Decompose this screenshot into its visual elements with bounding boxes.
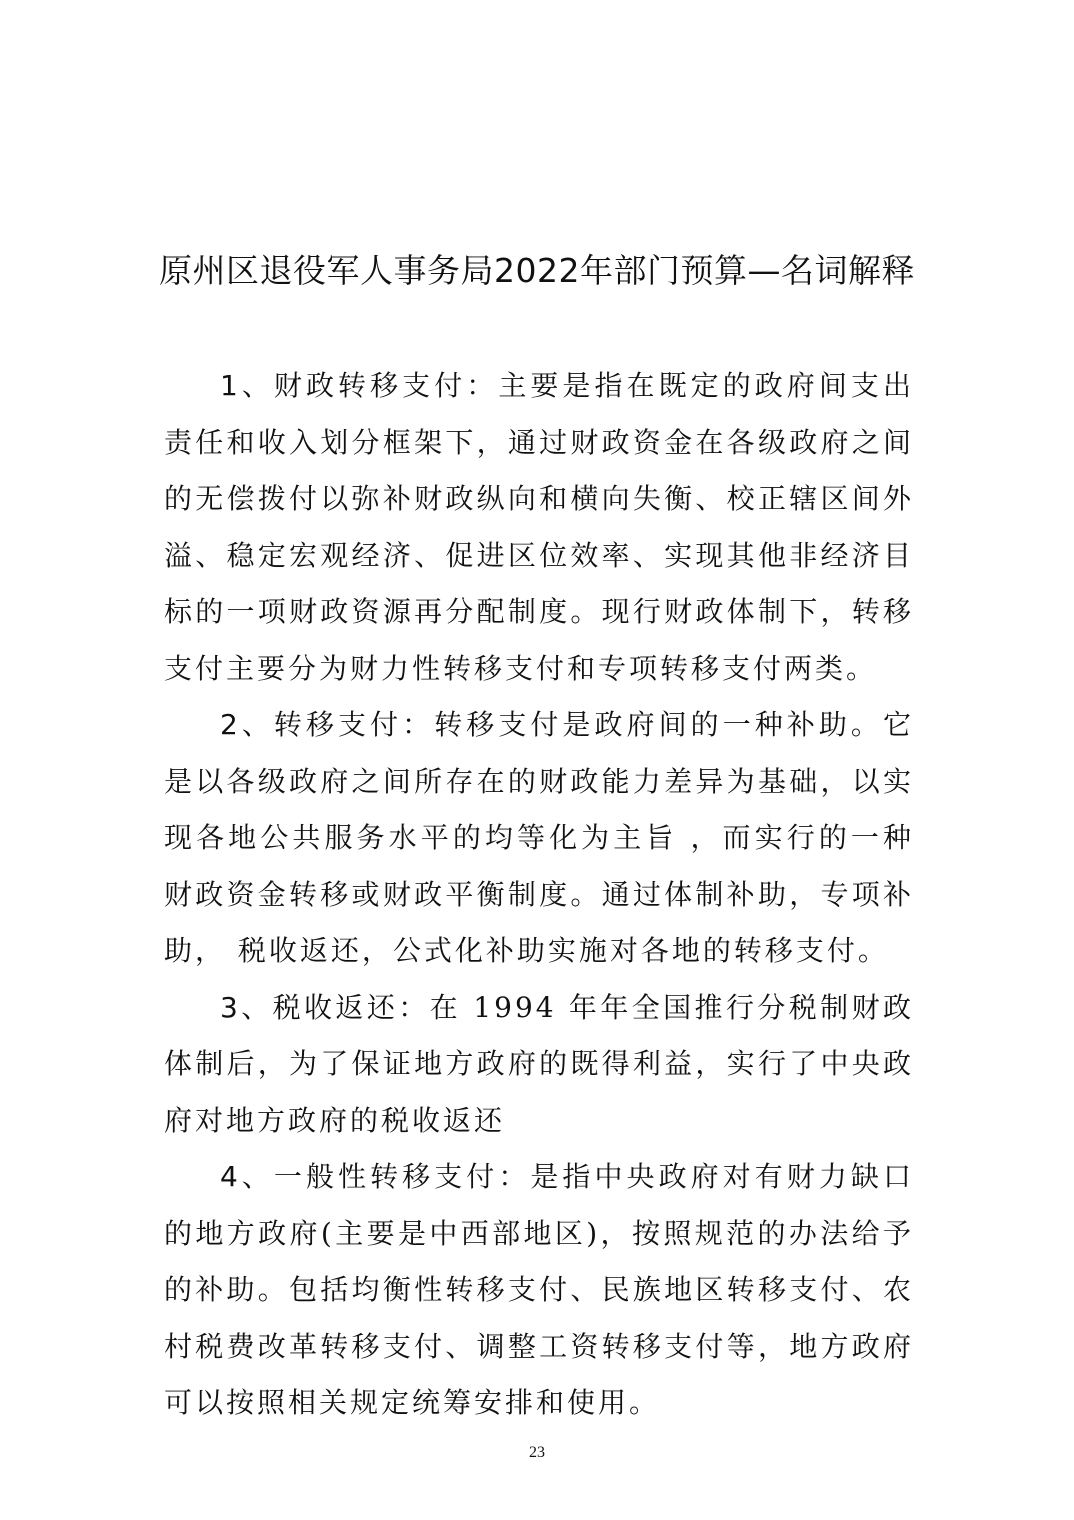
- entry-definition: 转移支付是政府间的一种补助。它是以各级政府之间所存在的财政能力差异为基础，以实现各地公共服务水平的均等化为主旨 ，而实行的一种财政资金转移或财政平衡制度。通过体制补助，专项补助， 税收返还，公式化补助实施对各地的转移支付。: [164, 708, 914, 967]
- page-number: 23: [529, 1444, 545, 1461]
- entry-colon: ：: [498, 1160, 531, 1193]
- entry-definition: 主要是指在既定的政府间支出责任和收入划分框架下，通过财政资金在各级政府之间的无偿拨付以弥补财政纵向和横向失衡、校正辖区间外溢、稳定宏观经济、促进区位效率、实现其他非经济目标的一项财政资源再分配制度。现行财政体制下，转移支付主要分为财力性转移支付和专项转移支付两类。: [164, 369, 914, 685]
- glossary-entry-2: [164, 697, 914, 980]
- page-title: 原州区退役军人事务局2022年部门预算—名词解释: [159, 251, 915, 290]
- glossary-entry-4: [164, 1149, 914, 1432]
- document-body: [164, 358, 914, 1432]
- entry-colon: ：: [402, 708, 435, 741]
- entry-term: 4、一般性转移支付: [220, 1160, 499, 1193]
- entry-definition: 是指中央政府对有财力缺口的地方政府(主要是中西部地区)，按照规范的办法给予的补助。包括均衡性转移支付、民族地区转移支付、农村税费改革转移支付、调整工资转移支付等，地方政府可以按照相关规定统筹安排和使用。: [164, 1160, 914, 1419]
- entry-term: 2、转移支付: [220, 708, 403, 741]
- entry-definition: 在 1994 年年全国推行分税制财政体制后，为了保证地方政府的既得利益，实行了中央政府对地方政府的税收返还: [164, 990, 914, 1137]
- glossary-entry-3: [164, 980, 914, 1150]
- entry-term: 3、税收返还: [220, 990, 399, 1024]
- glossary-entry-1: [164, 358, 914, 697]
- entry-colon: ：: [398, 990, 430, 1024]
- entry-term: 1、财政转移支付: [220, 369, 467, 402]
- entry-colon: ：: [466, 369, 499, 402]
